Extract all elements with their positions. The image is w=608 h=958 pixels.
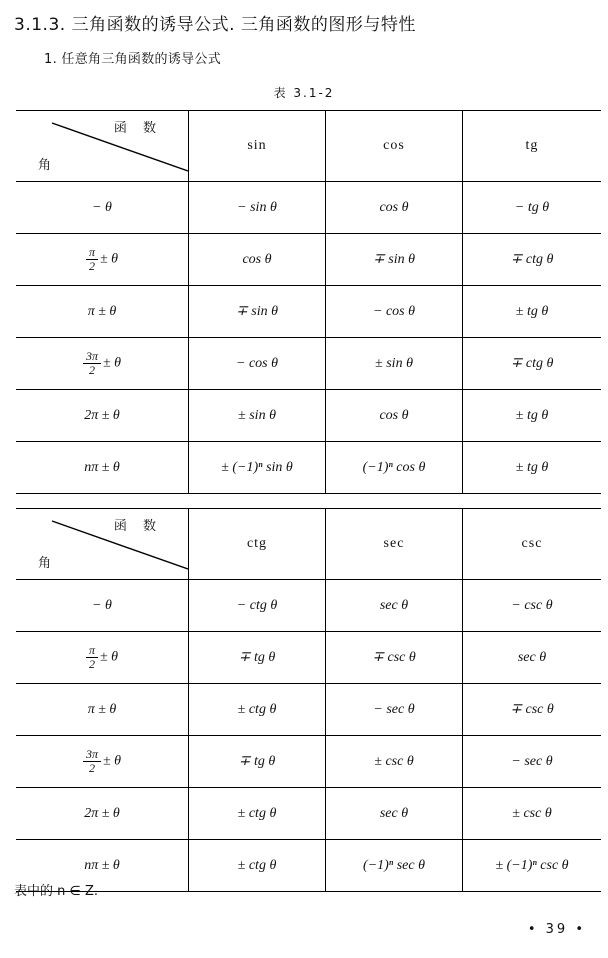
table-row (16, 840, 601, 892)
header-col-tg: tg (463, 111, 602, 182)
table-footnote: 表中的 n ∈ Z. (14, 884, 98, 899)
value-csc: ± (−1)ⁿ csc θ (463, 840, 602, 892)
value-ctg: ± ctg θ (189, 840, 326, 892)
value-sin: ∓ sin θ (189, 286, 326, 338)
value-sec: sec θ (326, 580, 463, 632)
angle-cell: π ± θ (16, 684, 189, 736)
table-row (16, 442, 601, 494)
value-sec: (−1)ⁿ sec θ (326, 840, 463, 892)
value-csc: − csc θ (463, 580, 602, 632)
value-sec: sec θ (326, 788, 463, 840)
value-cos: − cos θ (326, 286, 463, 338)
value-ctg: ∓ tg θ (189, 632, 326, 684)
block-separator (16, 494, 592, 508)
angle-cell: 2π ± θ (16, 390, 189, 442)
table-header-row (16, 509, 601, 580)
value-ctg: − ctg θ (189, 580, 326, 632)
header-corner-cell (16, 111, 189, 182)
angle-cell: − θ (16, 580, 189, 632)
value-sin: ± (−1)ⁿ sin θ (189, 442, 326, 494)
angle-cell: 2π ± θ (16, 788, 189, 840)
value-csc: sec θ (463, 632, 602, 684)
value-csc: − sec θ (463, 736, 602, 788)
table-row (16, 684, 601, 736)
value-cos: ∓ sin θ (326, 234, 463, 286)
value-sin: − sin θ (189, 182, 326, 234)
value-cos: cos θ (326, 182, 463, 234)
table-row (16, 632, 601, 684)
header-angle-label: 角 (38, 158, 52, 173)
header-function-label: 函 数 (113, 121, 162, 136)
angle-cell: $\frac{\pi}{2}$ ± θ (16, 234, 189, 286)
value-csc: ± csc θ (463, 788, 602, 840)
angle-cell: nπ ± θ (16, 442, 189, 494)
header-col-sin: sin (189, 111, 326, 182)
angle-cell: π ± θ (16, 286, 189, 338)
formula-table-block-1 (16, 110, 601, 494)
page-number: • 39 • (527, 922, 586, 937)
value-cos: (−1)ⁿ cos θ (326, 442, 463, 494)
subsection-title: 1. 任意角三角函数的诱导公式 (44, 52, 222, 67)
table-header-row (16, 111, 601, 182)
angle-cell: nπ ± θ (16, 840, 189, 892)
angle-cell: $\frac{\pi}{2}$ ± θ (16, 632, 189, 684)
header-col-cos: cos (326, 111, 463, 182)
value-sin: − cos θ (189, 338, 326, 390)
header-col-ctg: ctg (189, 509, 326, 580)
value-ctg: ∓ tg θ (189, 736, 326, 788)
fraction: $\frac{\pi}{2}$ (86, 644, 98, 670)
table-row (16, 286, 601, 338)
header-function-label: 函 数 (113, 519, 162, 534)
fraction: $\frac{\pi}{2}$ (86, 246, 98, 272)
formula-table-wrapper (16, 110, 592, 892)
table-row (16, 234, 601, 286)
header-corner-cell (16, 509, 189, 580)
value-sin: cos θ (189, 234, 326, 286)
table-row (16, 788, 601, 840)
fraction: $\frac{3\pi}{2}$ (83, 748, 101, 774)
angle-cell: $\frac{3\pi}{2}$ ± θ (16, 736, 189, 788)
value-tg: − tg θ (463, 182, 602, 234)
value-cos: ± sin θ (326, 338, 463, 390)
value-tg: ∓ ctg θ (463, 234, 602, 286)
formula-table-block-2 (16, 508, 601, 892)
value-sec: − sec θ (326, 684, 463, 736)
value-tg: ± tg θ (463, 442, 602, 494)
value-ctg: ± ctg θ (189, 788, 326, 840)
value-tg: ± tg θ (463, 390, 602, 442)
value-cos: cos θ (326, 390, 463, 442)
value-sec: ± csc θ (326, 736, 463, 788)
value-sec: ∓ csc θ (326, 632, 463, 684)
angle-cell: − θ (16, 182, 189, 234)
value-tg: ∓ ctg θ (463, 338, 602, 390)
angle-cell: $\frac{3\pi}{2}$ ± θ (16, 338, 189, 390)
table-row (16, 736, 601, 788)
value-ctg: ± ctg θ (189, 684, 326, 736)
table-row (16, 580, 601, 632)
value-csc: ∓ csc θ (463, 684, 602, 736)
value-sin: ± sin θ (189, 390, 326, 442)
value-tg: ± tg θ (463, 286, 602, 338)
header-col-sec: sec (326, 509, 463, 580)
table-row (16, 390, 601, 442)
table-row (16, 182, 601, 234)
fraction: $\frac{3\pi}{2}$ (83, 350, 101, 376)
table-row (16, 338, 601, 390)
header-angle-label: 角 (38, 556, 52, 571)
page-title: 3.1.3. 三角函数的诱导公式. 三角函数的图形与特性 (14, 15, 416, 35)
table-caption: 表 3.1-2 (273, 86, 335, 100)
header-col-csc: csc (463, 509, 602, 580)
